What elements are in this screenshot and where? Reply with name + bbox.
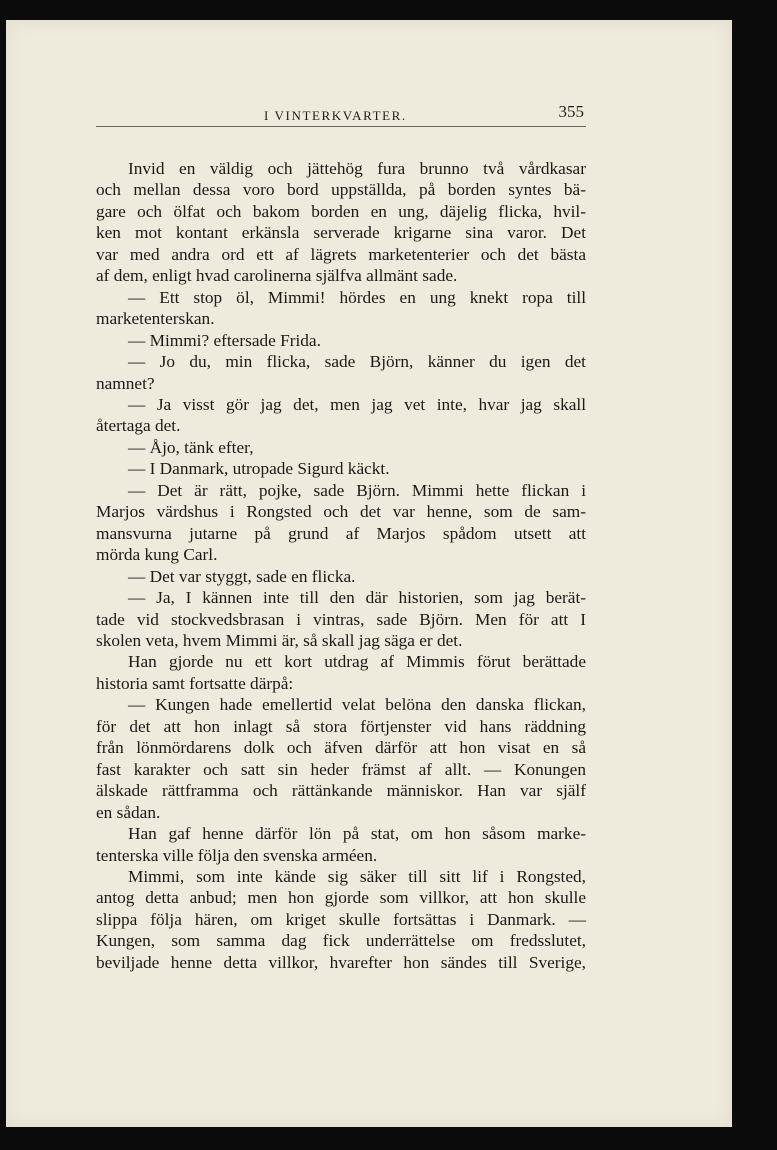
text-line: gare och ölfat och bakom borden en ung, däjelig flicka, hvil- (96, 201, 586, 221)
text-line: och mellan dessa voro bord uppställda, på borden syntes bä- (96, 180, 586, 200)
running-title: I VINTERKVARTER. (264, 108, 407, 123)
text-line: — Det är rätt, pojke, sade Björn. Mimmi hette flickan i (128, 480, 586, 500)
text-line: från lönmördarens dolk och äfven därför att hon visat en så (96, 738, 586, 758)
text-line: — Kungen hade emellertid velat belöna den danska flickan, (128, 695, 586, 715)
text-line: — Åjo, tänk efter, (128, 437, 254, 457)
text-line: marketenterskan. (96, 309, 215, 329)
text-line: historia samt fortsatte därpå: (96, 673, 294, 693)
text-line: slippa följa hären, om kriget skulle fortsättas i Danmark. — (96, 909, 586, 929)
text-line: en sådan. (96, 802, 161, 822)
text-line: Han gaf henne därför lön på stat, om hon såsom marke- (128, 824, 586, 844)
text-line: namnet? (96, 373, 155, 393)
page-header (96, 102, 586, 124)
text-line: Kungen, som samma dag fick underrättelse om fredsslutet, (96, 931, 586, 951)
text-line: för det att hon inlagt så stora förtjenster vid hans räddning (96, 716, 586, 736)
text-line: mansvurna jutarne på grund af Marjos spådom utsett att (96, 523, 586, 543)
text-line: — Jo du, min flicka, sade Björn, känner du igen det (128, 352, 586, 372)
text-line: — Det var styggt, sade en flicka. (128, 566, 356, 586)
text-line: tenterska ville följa den svenska arméen. (96, 845, 378, 865)
text-line: Marjos värdshus i Rongsted och det var henne, som de sam- (96, 502, 586, 522)
text-line: — Ja, I kännen inte till den där historien, som jag berät- (128, 588, 586, 608)
text-line: — Ja visst gör jag det, men jag vet inte, hvar jag skall (128, 394, 586, 414)
text-line: — Mimmi? eftersade Frida. (128, 330, 321, 350)
text-line: Invid en väldig och jättehög fura brunno två vårdkasar (128, 159, 586, 178)
text-line: tade vid stockvedsbrasan i vintras, sade Björn. Men för att I (96, 609, 586, 629)
text-line: — Ett stop öl, Mimmi! hördes en ung knekt ropa till (128, 287, 586, 307)
text-line: — I Danmark, utropade Sigurd käckt. (128, 459, 390, 479)
body-text (96, 158, 586, 973)
page-number: 355 (558, 102, 584, 121)
text-line: var med andra ord ett af lägrets marketenterier och det bästa (96, 244, 586, 264)
text-line: antog detta anbud; men hon gjorde som villkor, att hon skulle (96, 888, 586, 908)
text-line: af dem, enligt hvad carolinerna själfva allmänt sade. (96, 266, 458, 286)
text-line: skolen veta, hvem Mimmi är, så skall jag säga er det. (96, 630, 463, 650)
text-line: beviljade henne detta villkor, hvarefter hon sändes till Sverige, (96, 952, 586, 972)
text-line: mörda kung Carl. (96, 545, 218, 565)
text-line: fast karakter och satt sin heder främst af allt. — Konungen (96, 759, 586, 779)
text-line: Mimmi, som inte kände sig säker till sitt lif i Rongsted, (128, 866, 586, 886)
header-rule (96, 126, 586, 127)
text-line: återtaga det. (96, 416, 181, 436)
text-line: ken mot kontant erkänsla serverade krigarne sina varor. Det (96, 223, 586, 243)
text-line: älskade rättframma och rättänkande människor. Han var själf (96, 781, 586, 801)
text-line: Han gjorde nu ett kort utdrag af Mimmis förut berättade (128, 652, 586, 672)
